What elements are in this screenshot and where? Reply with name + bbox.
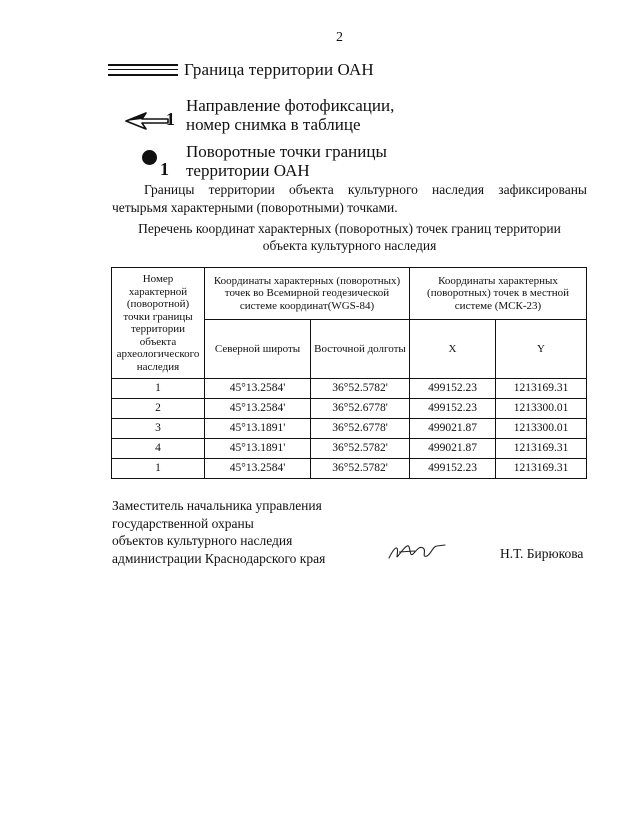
- point-number: 4: [112, 439, 205, 459]
- legend-text-line: Поворотные точки границы: [186, 142, 387, 161]
- boundary-line-symbol: [108, 64, 178, 76]
- page-number: 2: [336, 30, 343, 45]
- x-coord: 499152.23: [410, 459, 496, 479]
- table-row: [112, 439, 587, 459]
- latitude: 45°13.1891': [205, 439, 311, 459]
- x-coord: 499152.23: [410, 379, 496, 399]
- header-x: X: [410, 320, 496, 379]
- latitude: 45°13.2584': [205, 379, 311, 399]
- latitude: 45°13.2584': [205, 399, 311, 419]
- position-line: государственной охраны: [112, 515, 254, 531]
- y-coord: 1213169.31: [496, 439, 587, 459]
- longitude: 36°52.5782': [311, 439, 410, 459]
- handwritten-signature: [385, 540, 449, 564]
- point-number: 2: [112, 399, 205, 419]
- turning-point-dot-icon: [142, 150, 157, 165]
- y-coord: 1213169.31: [496, 459, 587, 479]
- point-number: 3: [112, 419, 205, 439]
- x-coord: 499152.23: [410, 399, 496, 419]
- y-coord: 1213169.31: [496, 379, 587, 399]
- header-y: Y: [496, 320, 587, 379]
- signatory-position: [112, 497, 325, 567]
- longitude: 36°52.6778': [311, 399, 410, 419]
- signer-name: Н.Т. Бирюкова: [500, 546, 584, 561]
- latitude: 45°13.1891': [205, 419, 311, 439]
- header-north-latitude: Северной широты: [205, 320, 311, 379]
- position-line: администрации Краснодарского края: [112, 550, 326, 566]
- header-wgs84: Координаты характерных (поворотных) точек во Всемирной геодезической системе координат(WGS-84): [205, 268, 410, 320]
- x-coord: 499021.87: [410, 419, 496, 439]
- table-row: [112, 419, 587, 439]
- header-east-longitude: Восточной долготы: [311, 320, 410, 379]
- y-coord: 1213300.01: [496, 419, 587, 439]
- title-line: объекта культурного наследия: [262, 238, 437, 253]
- x-coord: 499021.87: [410, 439, 496, 459]
- y-coord: 1213300.01: [496, 399, 587, 419]
- table-row: [112, 399, 587, 419]
- coordinates-list-title: [112, 220, 587, 254]
- legend-text-line: номер снимка в таблице: [186, 115, 361, 134]
- title-line: Перечень координат характерных (поворотных) точек границ территории: [138, 221, 561, 236]
- photo-direction-number: 1: [166, 109, 175, 129]
- position-line: Заместитель начальника управления: [112, 498, 322, 513]
- point-number: 1: [112, 459, 205, 479]
- longitude: 36°52.5782': [311, 379, 410, 399]
- turning-point-number: 1: [160, 159, 169, 179]
- table-header-row: [112, 268, 587, 320]
- boundary-legend-label: Граница территории ОАН: [184, 60, 374, 79]
- table-row: [112, 379, 587, 399]
- longitude: 36°52.5782': [311, 459, 410, 479]
- turning-points-legend-label: [186, 142, 387, 180]
- longitude: 36°52.6778': [311, 419, 410, 439]
- legend-text-line: Направление фотофиксации,: [186, 96, 395, 115]
- legend-text-line: территории ОАН: [186, 161, 310, 180]
- table-row: [112, 459, 587, 479]
- latitude: 45°13.2584': [205, 459, 311, 479]
- header-point-number: Номер характерной (поворотной) точки границы территории объекта археологического наследия: [112, 268, 205, 379]
- boundaries-paragraph: Границы территории объекта культурного наследия зафиксированы четырьмя характерными (поворотными) точками.: [112, 182, 587, 215]
- position-line: объектов культурного наследия: [112, 533, 293, 548]
- point-number: 1: [112, 379, 205, 399]
- coordinates-table: [111, 267, 587, 479]
- photo-direction-legend-label: [186, 96, 394, 134]
- header-msk23: Координаты характерных (поворотных) точек в местной системе (МСК-23): [410, 268, 587, 320]
